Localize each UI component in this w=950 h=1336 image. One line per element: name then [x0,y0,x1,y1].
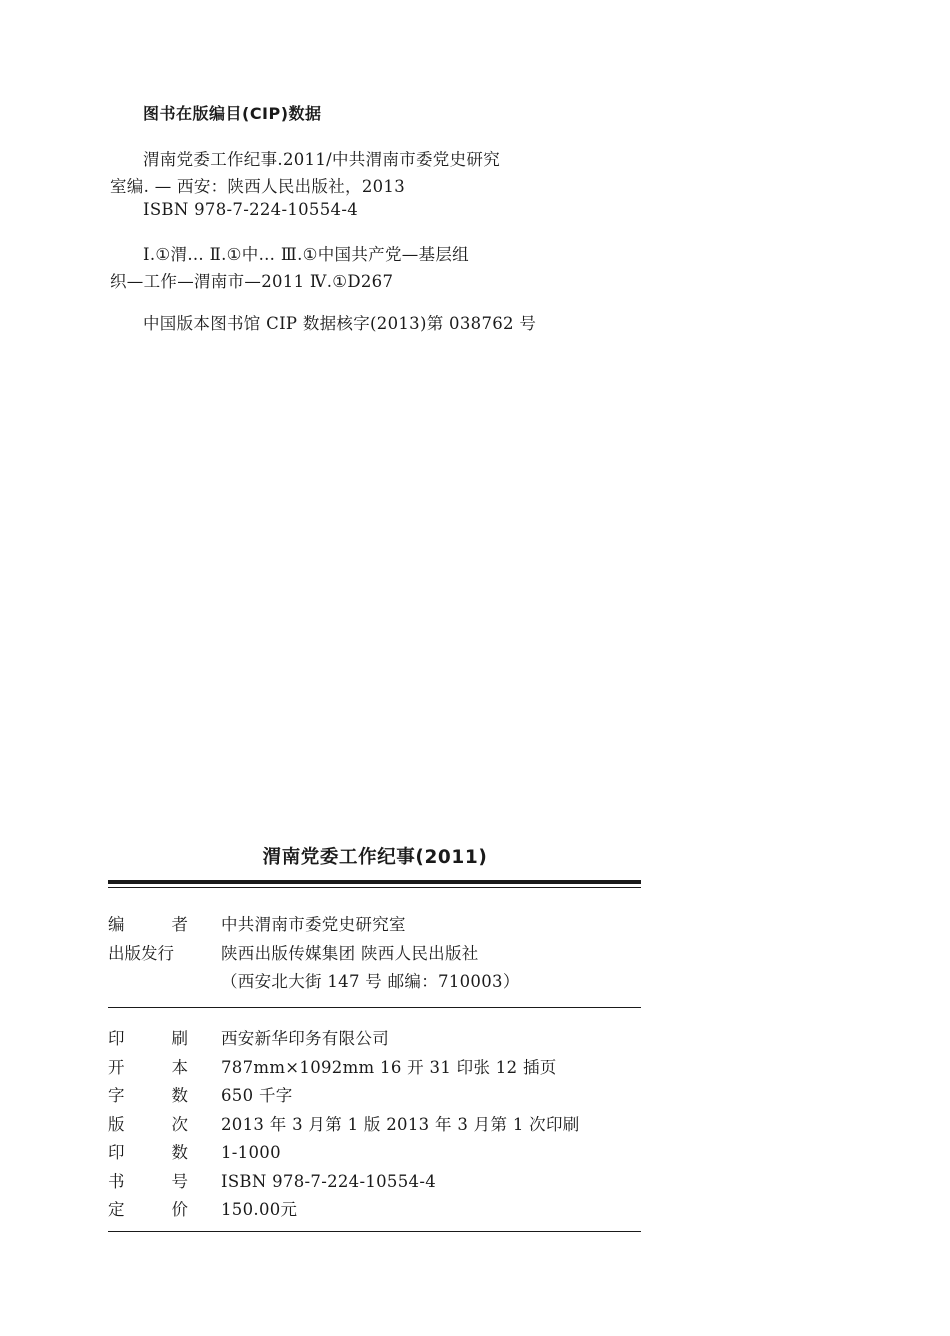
editor-label-a: 编 [108,915,125,934]
spec-label-printer [108,1027,188,1051]
cip-line-record-number: 中国版本图书馆 CIP 数据核字(2013)第 038762 号 [143,314,537,333]
title-rule-thin [108,887,641,888]
spec-label-char-a: 印 [108,1143,125,1162]
spec-label-char-a: 版 [108,1114,125,1134]
spec-label-char-b: 数 [171,1143,188,1162]
bottom-rule [108,1231,641,1232]
cip-heading: 图书在版编目(CIP)数据 [143,104,322,123]
cip-line-publisher: 室编. — 西安：陕西人民出版社，2013 [110,177,406,196]
spec-label-char-b: 价 [171,1200,188,1219]
editor-label-b: 者 [171,915,188,934]
spec-label-char-a: 印 [108,1029,125,1048]
spec-value-printer: 西安新华印务有限公司 [221,1029,389,1048]
cip-line-title: 渭南党委工作纪事.2011/中共渭南市委党史研究 [143,150,500,169]
spec-label-char-b: 刷 [171,1029,188,1048]
book-title: 渭南党委工作纪事(2011) [262,847,488,868]
spec-label-isbn [108,1170,188,1194]
spec-label-price [108,1198,188,1222]
cip-line-subjects: Ⅰ.①渭… Ⅱ.①中… Ⅲ.①中国共产党—基层组 [143,245,469,264]
editor-value: 中共渭南市委党史研究室 [221,915,406,934]
spec-label-format [108,1056,188,1080]
editor-label [108,913,188,937]
spec-value-format: 787mm×1092mm 16 开 31 印张 12 插页 [221,1057,557,1077]
spec-label-char-a: 字 [108,1086,125,1105]
spec-label-char-b: 次 [171,1114,188,1134]
spec-label-char-b: 数 [171,1086,188,1105]
spec-label-char-b: 本 [171,1057,188,1077]
spec-value-isbn: ISBN 978-7-224-10554-4 [221,1171,437,1191]
publisher-value: 陕西出版传媒集团 陕西人民出版社 [221,944,479,963]
spec-value-edition: 2013 年 3 月第 1 版 2013 年 3 月第 1 次印刷 [221,1114,580,1134]
publisher-address: （西安北大街 147 号 邮编：710003） [221,972,520,991]
spec-label-char-a: 书 [108,1171,125,1191]
spec-label-print-run [108,1141,188,1165]
spec-label-edition [108,1113,188,1137]
spec-label-word-count [108,1084,188,1108]
spec-label-char-b: 号 [171,1171,188,1191]
publisher-label: 出版发行 [108,944,174,963]
spec-value-price: 150.00元 [221,1200,298,1219]
cip-line-isbn: ISBN 978-7-224-10554-4 [143,200,359,219]
spec-value-print-run: 1-1000 [221,1143,281,1162]
title-rule-thick [108,880,641,884]
section-divider [108,1007,641,1008]
spec-label-char-a: 定 [108,1200,125,1219]
spec-label-char-a: 开 [108,1057,125,1077]
spec-value-word-count: 650 千字 [221,1086,293,1105]
cip-line-subjects-cont: 织—工作—渭南市—2011 Ⅳ.①D267 [110,272,394,291]
